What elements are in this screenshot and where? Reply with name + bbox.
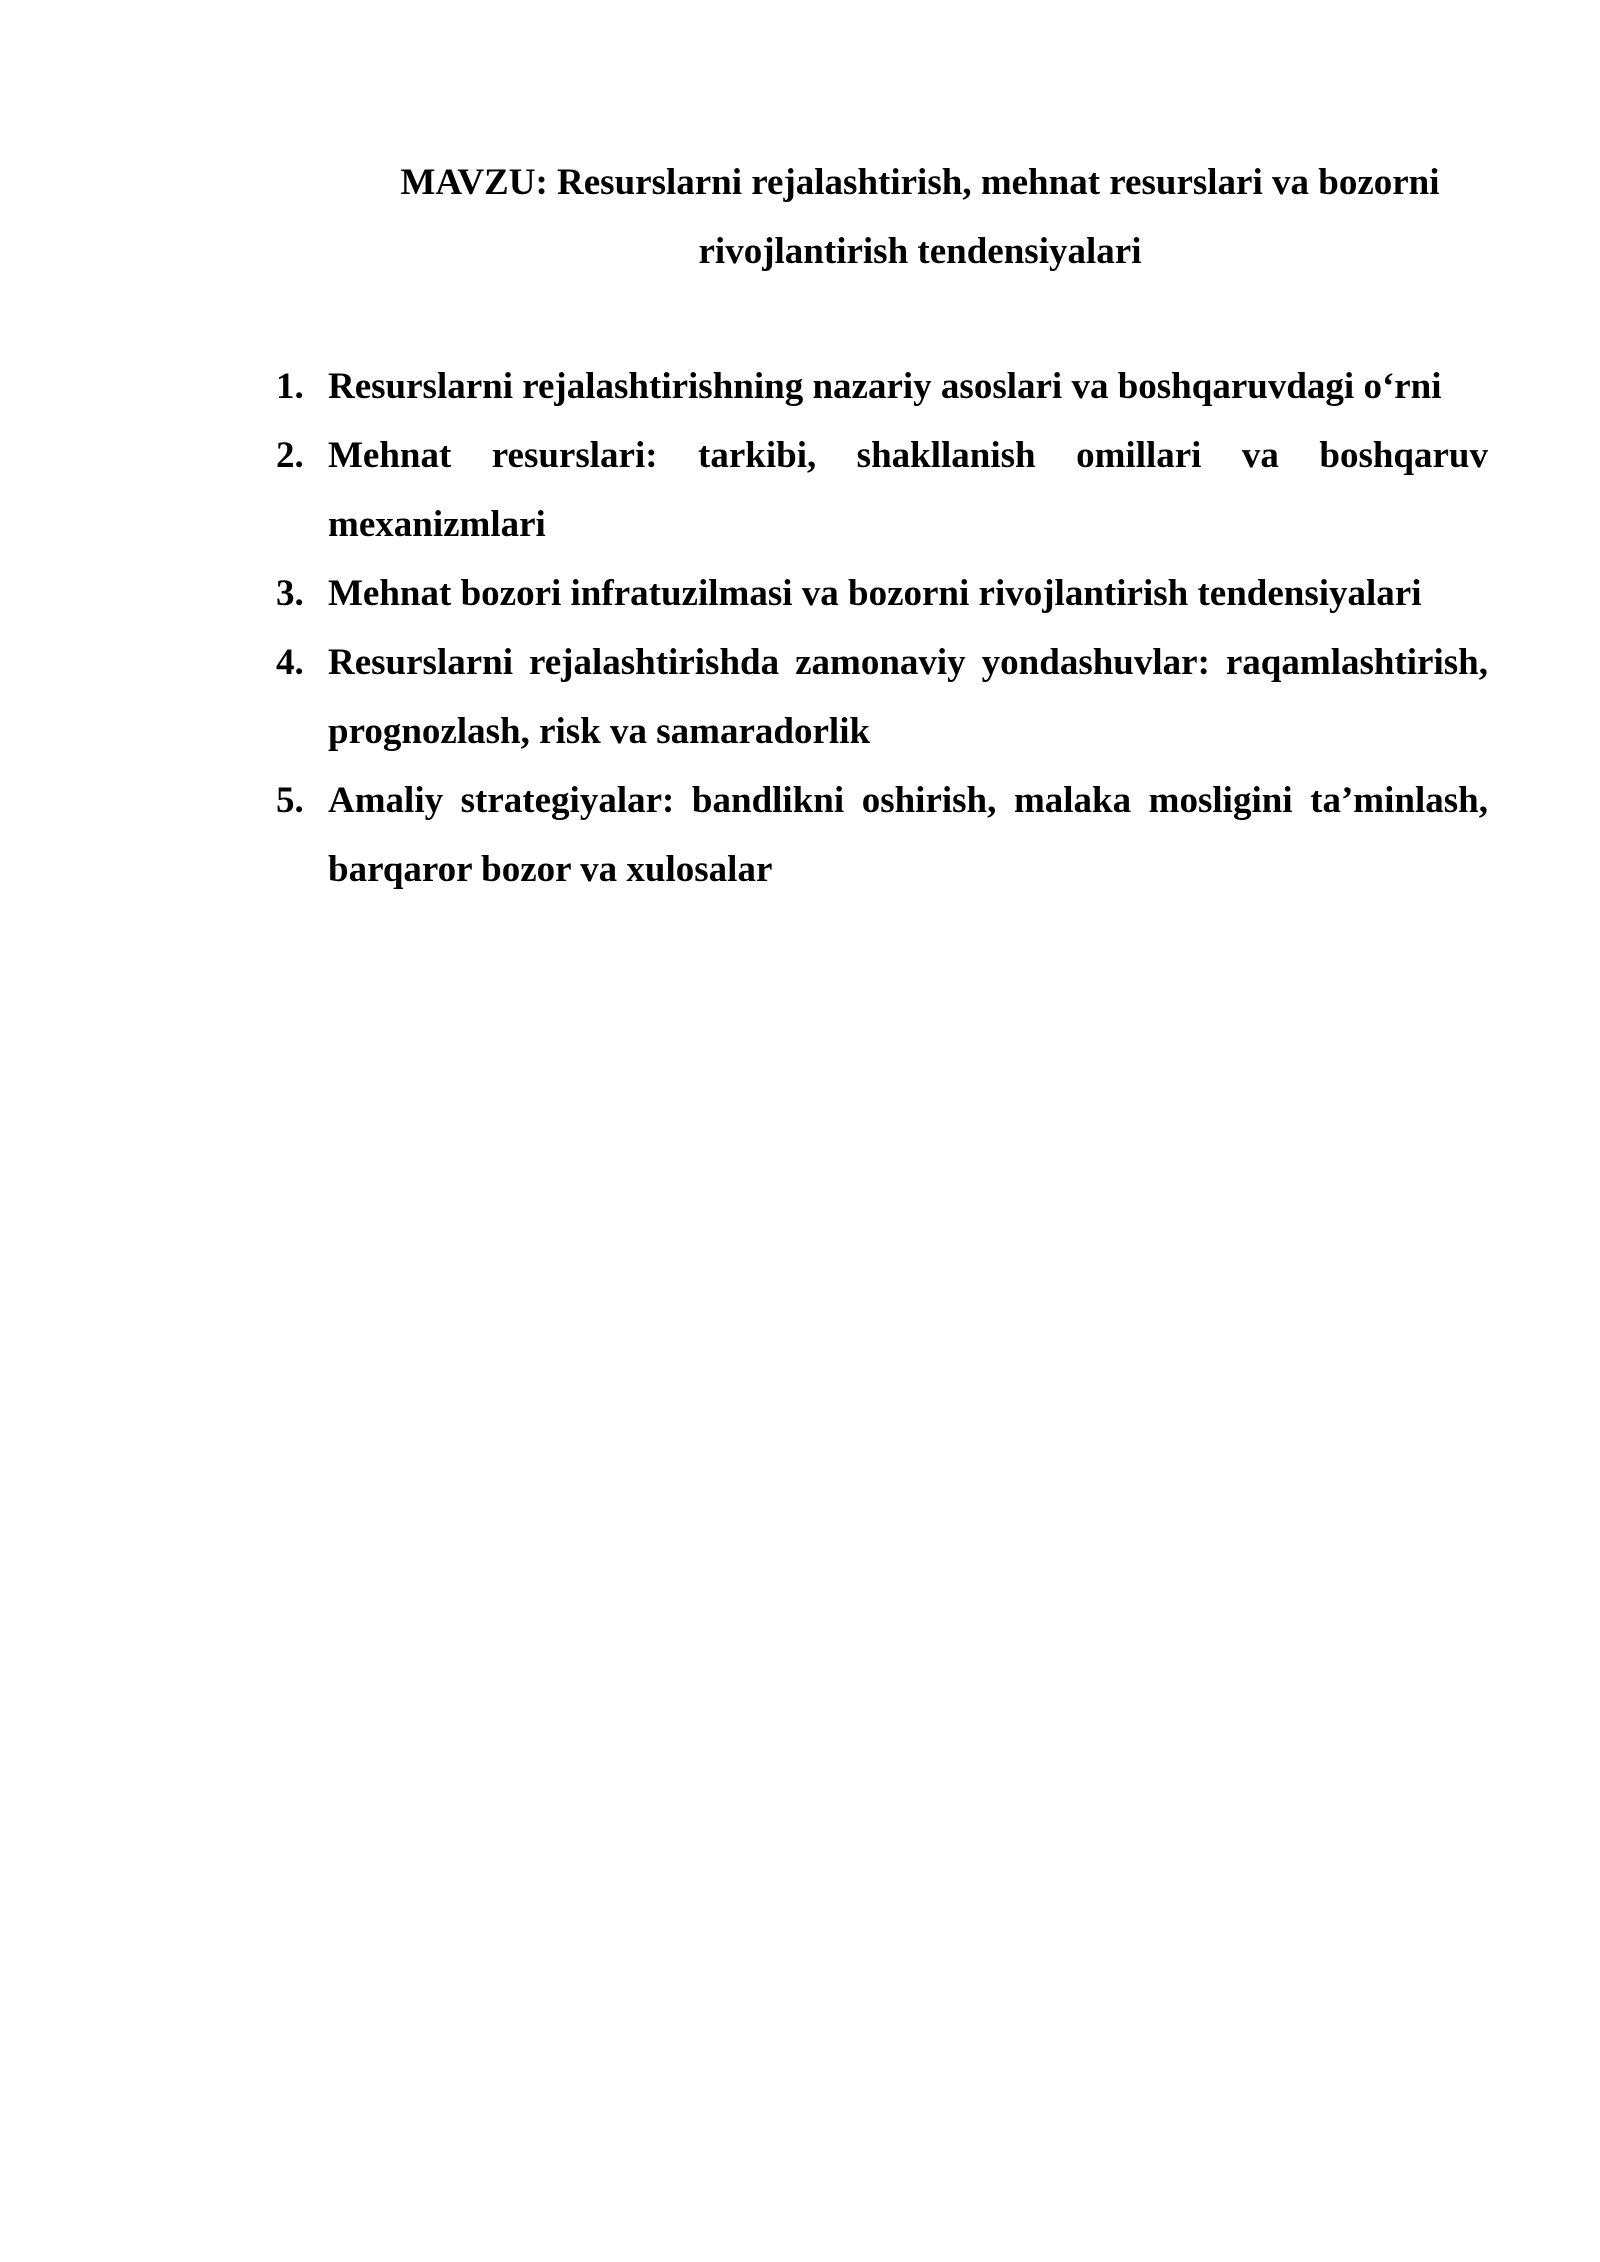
item-number: 5. [276,780,304,821]
item-number: 2. [276,435,304,476]
list-item [270,559,1488,628]
item-text: Resurslarni rejalashtirishning nazariy asoslari va boshqaruvdagi o‘rni [328,366,1442,407]
list-item [270,628,1488,766]
document-title [270,148,1570,286]
item-number: 4. [276,642,304,683]
list-item [270,421,1488,559]
item-text: Mehnat resurslari: tarkibi, shakllanish omillari va boshqaruv mexanizmlari [328,435,1488,545]
item-text: Resurslarni rejalashtirishda zamonaviy yondashuvlar: raqamlashtirish, prognozlash, risk va samaradorlik [328,642,1488,752]
list-item [270,766,1488,904]
item-number: 3. [276,573,304,614]
item-text: Amaliy strategiyalar: bandlikni oshirish, malaka mosligini ta’minlash, barqaror bozor va xulosalar [328,780,1488,890]
item-text: Mehnat bozori infratuzilmasi va bozorni rivojlantirish tendensiyalari [328,573,1422,614]
item-number: 1. [276,366,304,407]
title-line-1: MAVZU: Resurslarni rejalashtirish, mehnat resurslari va bozorni [400,162,1440,203]
list-item [270,352,1488,421]
title-line-2: rivojlantirish tendensiyalari [698,231,1142,272]
topic-list [270,352,1488,904]
